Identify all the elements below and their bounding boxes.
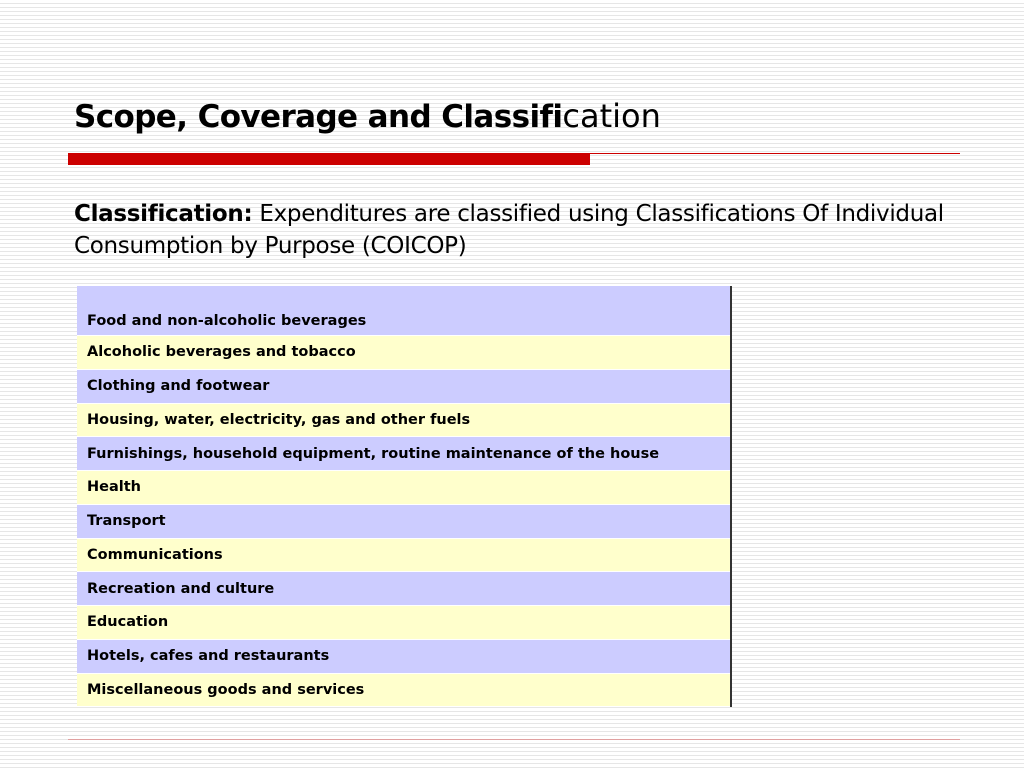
classification-label: Classification: [74, 201, 253, 227]
title-accent-bar [68, 153, 590, 165]
table-cell: Health [87, 479, 141, 496]
classification-text: Expenditures are classified using Classifications Of Individual Consumption by Purpose (COICOP) [74, 201, 944, 259]
table-row [77, 370, 730, 404]
table-cell: Food and non-alcoholic beverages [87, 313, 367, 329]
table-row [77, 606, 730, 640]
table-cell: Clothing and footwear [87, 378, 270, 395]
table-cell: Communications [87, 546, 223, 563]
slide-title [74, 96, 661, 137]
table-cell: Housing, water, electricity, gas and other fuels [87, 411, 471, 428]
table-cell: Hotels, cafes and restaurants [87, 648, 330, 665]
classification-description [74, 198, 954, 262]
title-accent-line [590, 153, 960, 154]
slide-title-bold-part: Scope, Coverage and Classifi [74, 99, 563, 135]
table-cell: Education [87, 614, 169, 631]
table-row [77, 640, 730, 674]
table-cell: Recreation and culture [87, 580, 275, 597]
table-row [77, 437, 730, 471]
footer-divider [68, 739, 960, 740]
table-row [77, 539, 730, 573]
table-cell: Transport [87, 513, 166, 530]
table-cell: Furnishings, household equipment, routine maintenance of the house [87, 445, 660, 462]
table-cell: Miscellaneous goods and services [87, 681, 365, 698]
table-row [77, 505, 730, 539]
table-row [77, 572, 730, 606]
table-row [77, 471, 730, 505]
slide-title-regular-part: cation [562, 97, 661, 135]
table-row [77, 286, 730, 336]
table-row [77, 336, 730, 370]
coicop-table [77, 286, 732, 707]
table-cell: Alcoholic beverages and tobacco [87, 344, 356, 361]
table-row [77, 674, 730, 708]
table-row [77, 404, 730, 438]
